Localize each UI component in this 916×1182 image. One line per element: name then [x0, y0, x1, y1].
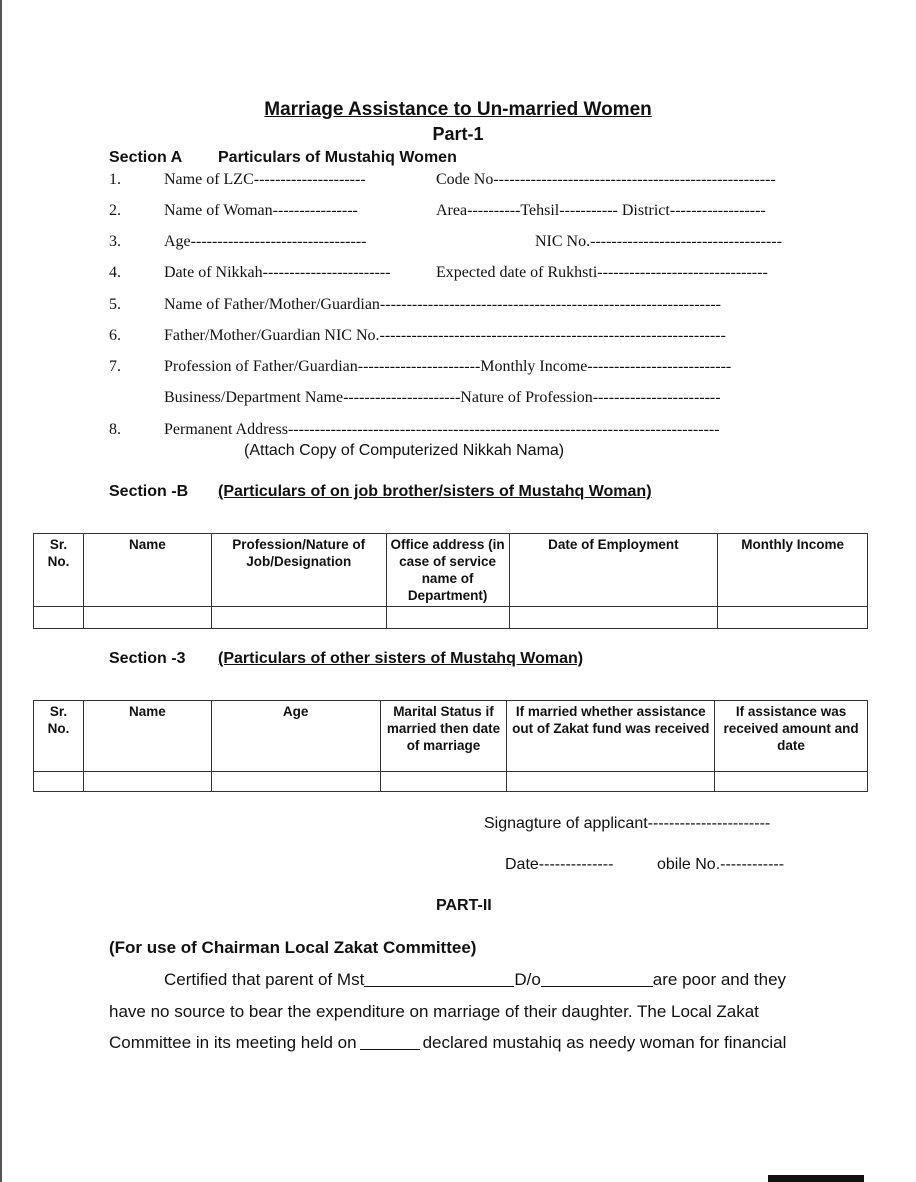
- guardian-nic-field: Father/Mother/Guardian NIC No.-----------------------------------------------------------------: [164, 327, 726, 344]
- col-header-name: Name: [83, 534, 211, 607]
- row-3-number: 3.: [109, 233, 121, 250]
- cert-line-2: have no source to bear the expenditure on marriage of their daughter. The Local Zakat: [109, 1002, 759, 1021]
- attach-note: (Attach Copy of Computerized Nikkah Nama): [244, 442, 565, 459]
- nic-no-field: NIC No.------------------------------------: [535, 233, 782, 250]
- section-3-heading: (Particulars of other sisters of Mustahq Woman): [218, 650, 584, 667]
- table-cell[interactable]: [211, 772, 380, 792]
- section-a-label: Section A: [109, 149, 183, 166]
- cert-line-3: [109, 1033, 786, 1053]
- col-header-profession: Profession/Nature of Job/Designation: [211, 534, 386, 607]
- row-2-number: 2.: [109, 202, 121, 219]
- section-b-heading: (Particulars of on job brother/sisters of Mustahq Woman): [218, 483, 652, 500]
- meeting-date-blank[interactable]: [360, 1049, 420, 1050]
- row-6-number: 6.: [109, 327, 121, 344]
- brothers-sisters-table: [33, 533, 868, 629]
- table-cell[interactable]: [507, 772, 715, 792]
- row-1-number: 1.: [109, 171, 121, 188]
- area-tehsil-district-field: Area----------Tehsil----------- District------------------: [436, 202, 766, 219]
- business-department-field: Business/Department Name----------------------Nature of Profession------------------------: [164, 389, 721, 406]
- col-header-age: Age: [211, 701, 380, 772]
- cert-line-1-start: Certified that parent of Mst: [164, 970, 365, 989]
- section-3-label: Section -3: [109, 650, 186, 667]
- cert-line-1-do: D/o: [514, 970, 541, 989]
- row-7-number: 7.: [109, 358, 121, 375]
- signature-field: Signagture of applicant-----------------------: [484, 815, 771, 832]
- chairman-heading: (For use of Chairman Local Zakat Committee): [109, 938, 477, 957]
- cert-line-3-start: Committee in its meeting held on: [109, 1033, 357, 1052]
- mst-name-blank[interactable]: [364, 986, 514, 987]
- cert-line-3-end: declared mustahiq as needy woman for financial: [422, 1033, 787, 1052]
- col-header-name: Name: [83, 701, 211, 772]
- table-cell[interactable]: [380, 772, 507, 792]
- table-cell[interactable]: [34, 772, 84, 792]
- col-header-monthly-income: Monthly Income: [718, 534, 868, 607]
- table-cell[interactable]: [718, 607, 868, 629]
- table-cell[interactable]: [211, 607, 386, 629]
- other-sisters-table: [33, 700, 868, 792]
- father-name-blank[interactable]: [541, 986, 653, 987]
- table-cell[interactable]: [34, 607, 84, 629]
- cert-line-1: [164, 970, 786, 990]
- section-a-heading: Particulars of Mustahiq Women: [218, 149, 457, 166]
- row-8-number: 8.: [109, 421, 121, 438]
- col-header-amount-date: If assistance was received amount and date: [715, 701, 868, 772]
- permanent-address-field: Permanent Address---------------------------------------------------------------------------------: [164, 421, 720, 438]
- part-1-label: Part-1: [432, 124, 484, 144]
- table-row: [34, 772, 868, 792]
- age-field: Age---------------------------------: [164, 233, 367, 250]
- part-2-label: PART-II: [436, 897, 492, 914]
- page-edge-bar: [768, 1175, 864, 1182]
- col-header-sr-no: Sr. No.: [34, 534, 84, 607]
- date-field: Date--------------: [505, 856, 614, 873]
- col-header-zakat-assistance: If married whether assistance out of Zakat fund was received: [507, 701, 715, 772]
- col-header-marital-status: Marital Status if married then date of marriage: [380, 701, 507, 772]
- row-4-number: 4.: [109, 264, 121, 281]
- code-no-field: Code No-----------------------------------------------------: [436, 171, 776, 188]
- table-cell[interactable]: [509, 607, 718, 629]
- row-5-number: 5.: [109, 296, 121, 313]
- cert-line-1-end: are poor and they: [652, 970, 787, 989]
- rukhsti-date-field: Expected date of Rukhsti--------------------------------: [436, 264, 768, 281]
- table-cell[interactable]: [83, 607, 211, 629]
- table-cell[interactable]: [83, 772, 211, 792]
- table-row: [34, 607, 868, 629]
- guardian-name-field: Name of Father/Mother/Guardian----------------------------------------------------------------: [164, 296, 721, 313]
- nikkah-date-field: Date of Nikkah------------------------: [164, 264, 391, 281]
- form-title: Marriage Assistance to Un-married Women: [264, 99, 652, 120]
- profession-income-field: Profession of Father/Guardian-----------------------Monthly Income---------------------------: [164, 358, 732, 375]
- table-cell[interactable]: [386, 607, 509, 629]
- table-cell[interactable]: [715, 772, 868, 792]
- col-header-sr-no: Sr. No.: [34, 701, 84, 772]
- col-header-office-address: Office address (in case of service name of Department): [386, 534, 509, 607]
- woman-name-field: Name of Woman----------------: [164, 202, 358, 219]
- mobile-field: obile No.------------: [657, 856, 785, 873]
- col-header-date-of-employment: Date of Employment: [509, 534, 718, 607]
- lzc-name-field: Name of LZC---------------------: [164, 171, 366, 188]
- section-b-label: Section -B: [109, 483, 189, 500]
